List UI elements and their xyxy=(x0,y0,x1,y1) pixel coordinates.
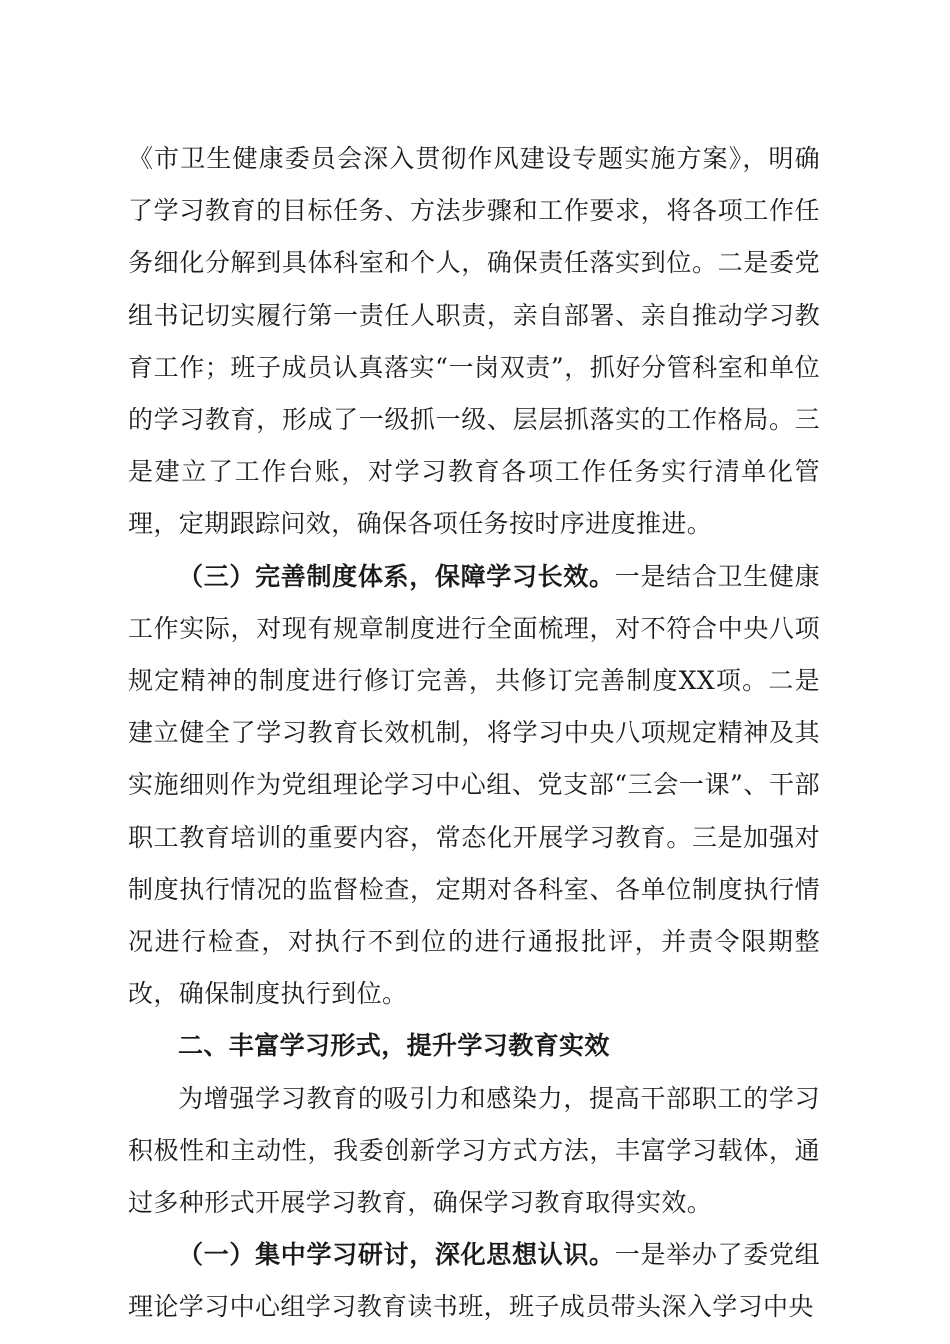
paragraph-subsection-1 xyxy=(128,1229,820,1333)
paragraph-text: 一是举办了委党组理论学习中心组学习教育读书班，班子成员带头深入学习中央 xyxy=(128,1240,820,1322)
section-heading xyxy=(128,1020,820,1072)
paragraph-continuation xyxy=(128,133,820,551)
document-body xyxy=(128,133,820,1334)
subsection-lead: （三）完善制度体系，保障学习长效。 xyxy=(178,561,615,591)
heading-text: 二、丰富学习形式，提升学习教育实效 xyxy=(178,1031,610,1061)
subsection-lead: （一）集中学习研讨，深化思想认识。 xyxy=(178,1240,615,1270)
paragraph-subsection-3 xyxy=(128,551,820,1021)
paragraph-text: 《市卫生健康委员会深入贯彻作风建设专题实施方案》，明确了学习教育的目标任务、方法步骤和工作要求，将各项工作任务细化分解到具体科室和个人，确保责任落实到位。二是委党组书记切实履行第一责任人职责，亲自部署、亲自推动学习教育工作；班子成员认真落实“一岗双责”，抓好分管科室和单位的学习教育，形成了一级抓一级、层层抓落实的工作格局。三是建立了工作台账，对学习教育各项工作任务实行清单化管理，定期跟踪问效，确保各项任务按时序进度推进。 xyxy=(128,144,820,539)
paragraph-text: 一是结合卫生健康工作实际，对现有规章制度进行全面梳理，对不符合中央八项规定精神的制度进行修订完善，共修订完善制度XX项。二是建立健全了学习教育长效机制，将学习中央八项规定精神及其实施细则作为党组理论学习中心组、党支部“三会一课”、干部职工教育培训的重要内容，常态化开展学习教育。三是加强对制度执行情况的监督检查，定期对各科室、各单位制度执行情况进行检查，对执行不到位的进行通报批评，并责令限期整改，确保制度执行到位。 xyxy=(128,561,820,1009)
paragraph-body xyxy=(128,1073,820,1230)
paragraph-text: 为增强学习教育的吸引力和感染力，提高干部职工的学习积极性和主动性，我委创新学习方式方法，丰富学习载体，通过多种形式开展学习教育，确保学习教育取得实效。 xyxy=(128,1083,820,1218)
